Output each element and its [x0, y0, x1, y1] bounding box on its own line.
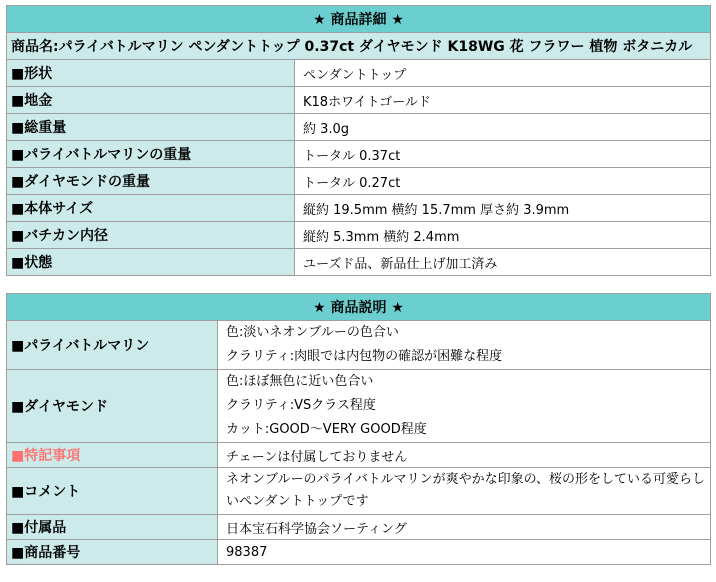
row-value: K18ホワイトゴールド: [295, 87, 711, 114]
product-no-value: 98387: [218, 540, 711, 565]
row-value: トータル 0.27ct: [295, 168, 711, 195]
row-label: ■ダイヤモンドの重量: [7, 168, 295, 195]
row-label: ■総重量: [7, 114, 295, 141]
detail-header: ★ 商品詳細 ★: [7, 6, 711, 33]
paraiba-value: [218, 321, 711, 370]
detail-row: [7, 87, 711, 114]
product-no-row: [7, 540, 711, 565]
diamond-label: ■ダイヤモンド: [7, 370, 218, 443]
comment-value: ネオンブルーのパライバトルマリンが爽やかな印象の、桜の形をしている可愛らしいペンダントトップです: [218, 468, 711, 515]
description-table: [6, 293, 711, 565]
row-label: ■バチカン内径: [7, 222, 295, 249]
accessories-label: ■付属品: [7, 515, 218, 540]
special-row: [7, 443, 711, 468]
diamond-clarity: クラリティ:VSクラス程度: [226, 398, 376, 413]
row-value: 縦約 5.3mm 横約 2.4mm: [295, 222, 711, 249]
row-label: ■形状: [7, 60, 295, 87]
product-name: 商品名:パライバトルマリン ペンダントトップ 0.37ct ダイヤモンド K18WG 花 フラワー 植物 ボタニカル: [7, 33, 711, 60]
special-label: ■特記事項: [7, 443, 218, 468]
row-label: ■状態: [7, 249, 295, 276]
row-label: ■本体サイズ: [7, 195, 295, 222]
detail-row: [7, 60, 711, 87]
accessories-row: [7, 515, 711, 540]
paraiba-clarity: クラリティ:肉眼では内包物の確認が困難な程度: [226, 349, 503, 364]
detail-row: [7, 168, 711, 195]
paraiba-color: 色:淡いネオンブルーの色合い: [226, 325, 399, 340]
paraiba-row: [7, 321, 711, 370]
row-label: ■パライバトルマリンの重量: [7, 141, 295, 168]
description-header: ★ 商品説明 ★: [7, 294, 711, 321]
row-value: 約 3.0g: [295, 114, 711, 141]
row-value: 縦約 19.5mm 横約 15.7mm 厚さ約 3.9mm: [295, 195, 711, 222]
detail-table: [6, 5, 711, 276]
detail-row: [7, 249, 711, 276]
paraiba-label: ■パライバトルマリン: [7, 321, 218, 370]
row-value: ユーズド品、新品仕上げ加工済み: [295, 249, 711, 276]
accessories-value: 日本宝石科学協会ソーティング: [218, 515, 711, 540]
detail-row: [7, 141, 711, 168]
diamond-color: 色:ほぼ無色に近い色合い: [226, 374, 374, 389]
diamond-cut: カット:GOOD〜VERY GOOD程度: [226, 422, 427, 437]
row-label: ■地金: [7, 87, 295, 114]
diamond-value: [218, 370, 711, 443]
comment-row: [7, 468, 711, 515]
detail-row: [7, 222, 711, 249]
detail-row: [7, 114, 711, 141]
comment-label: ■コメント: [7, 468, 218, 515]
row-value: ペンダントトップ: [295, 60, 711, 87]
detail-row: [7, 195, 711, 222]
special-value: チェーンは付属しておりません: [218, 443, 711, 468]
product-no-label: ■商品番号: [7, 540, 218, 565]
diamond-row: [7, 370, 711, 443]
row-value: トータル 0.37ct: [295, 141, 711, 168]
